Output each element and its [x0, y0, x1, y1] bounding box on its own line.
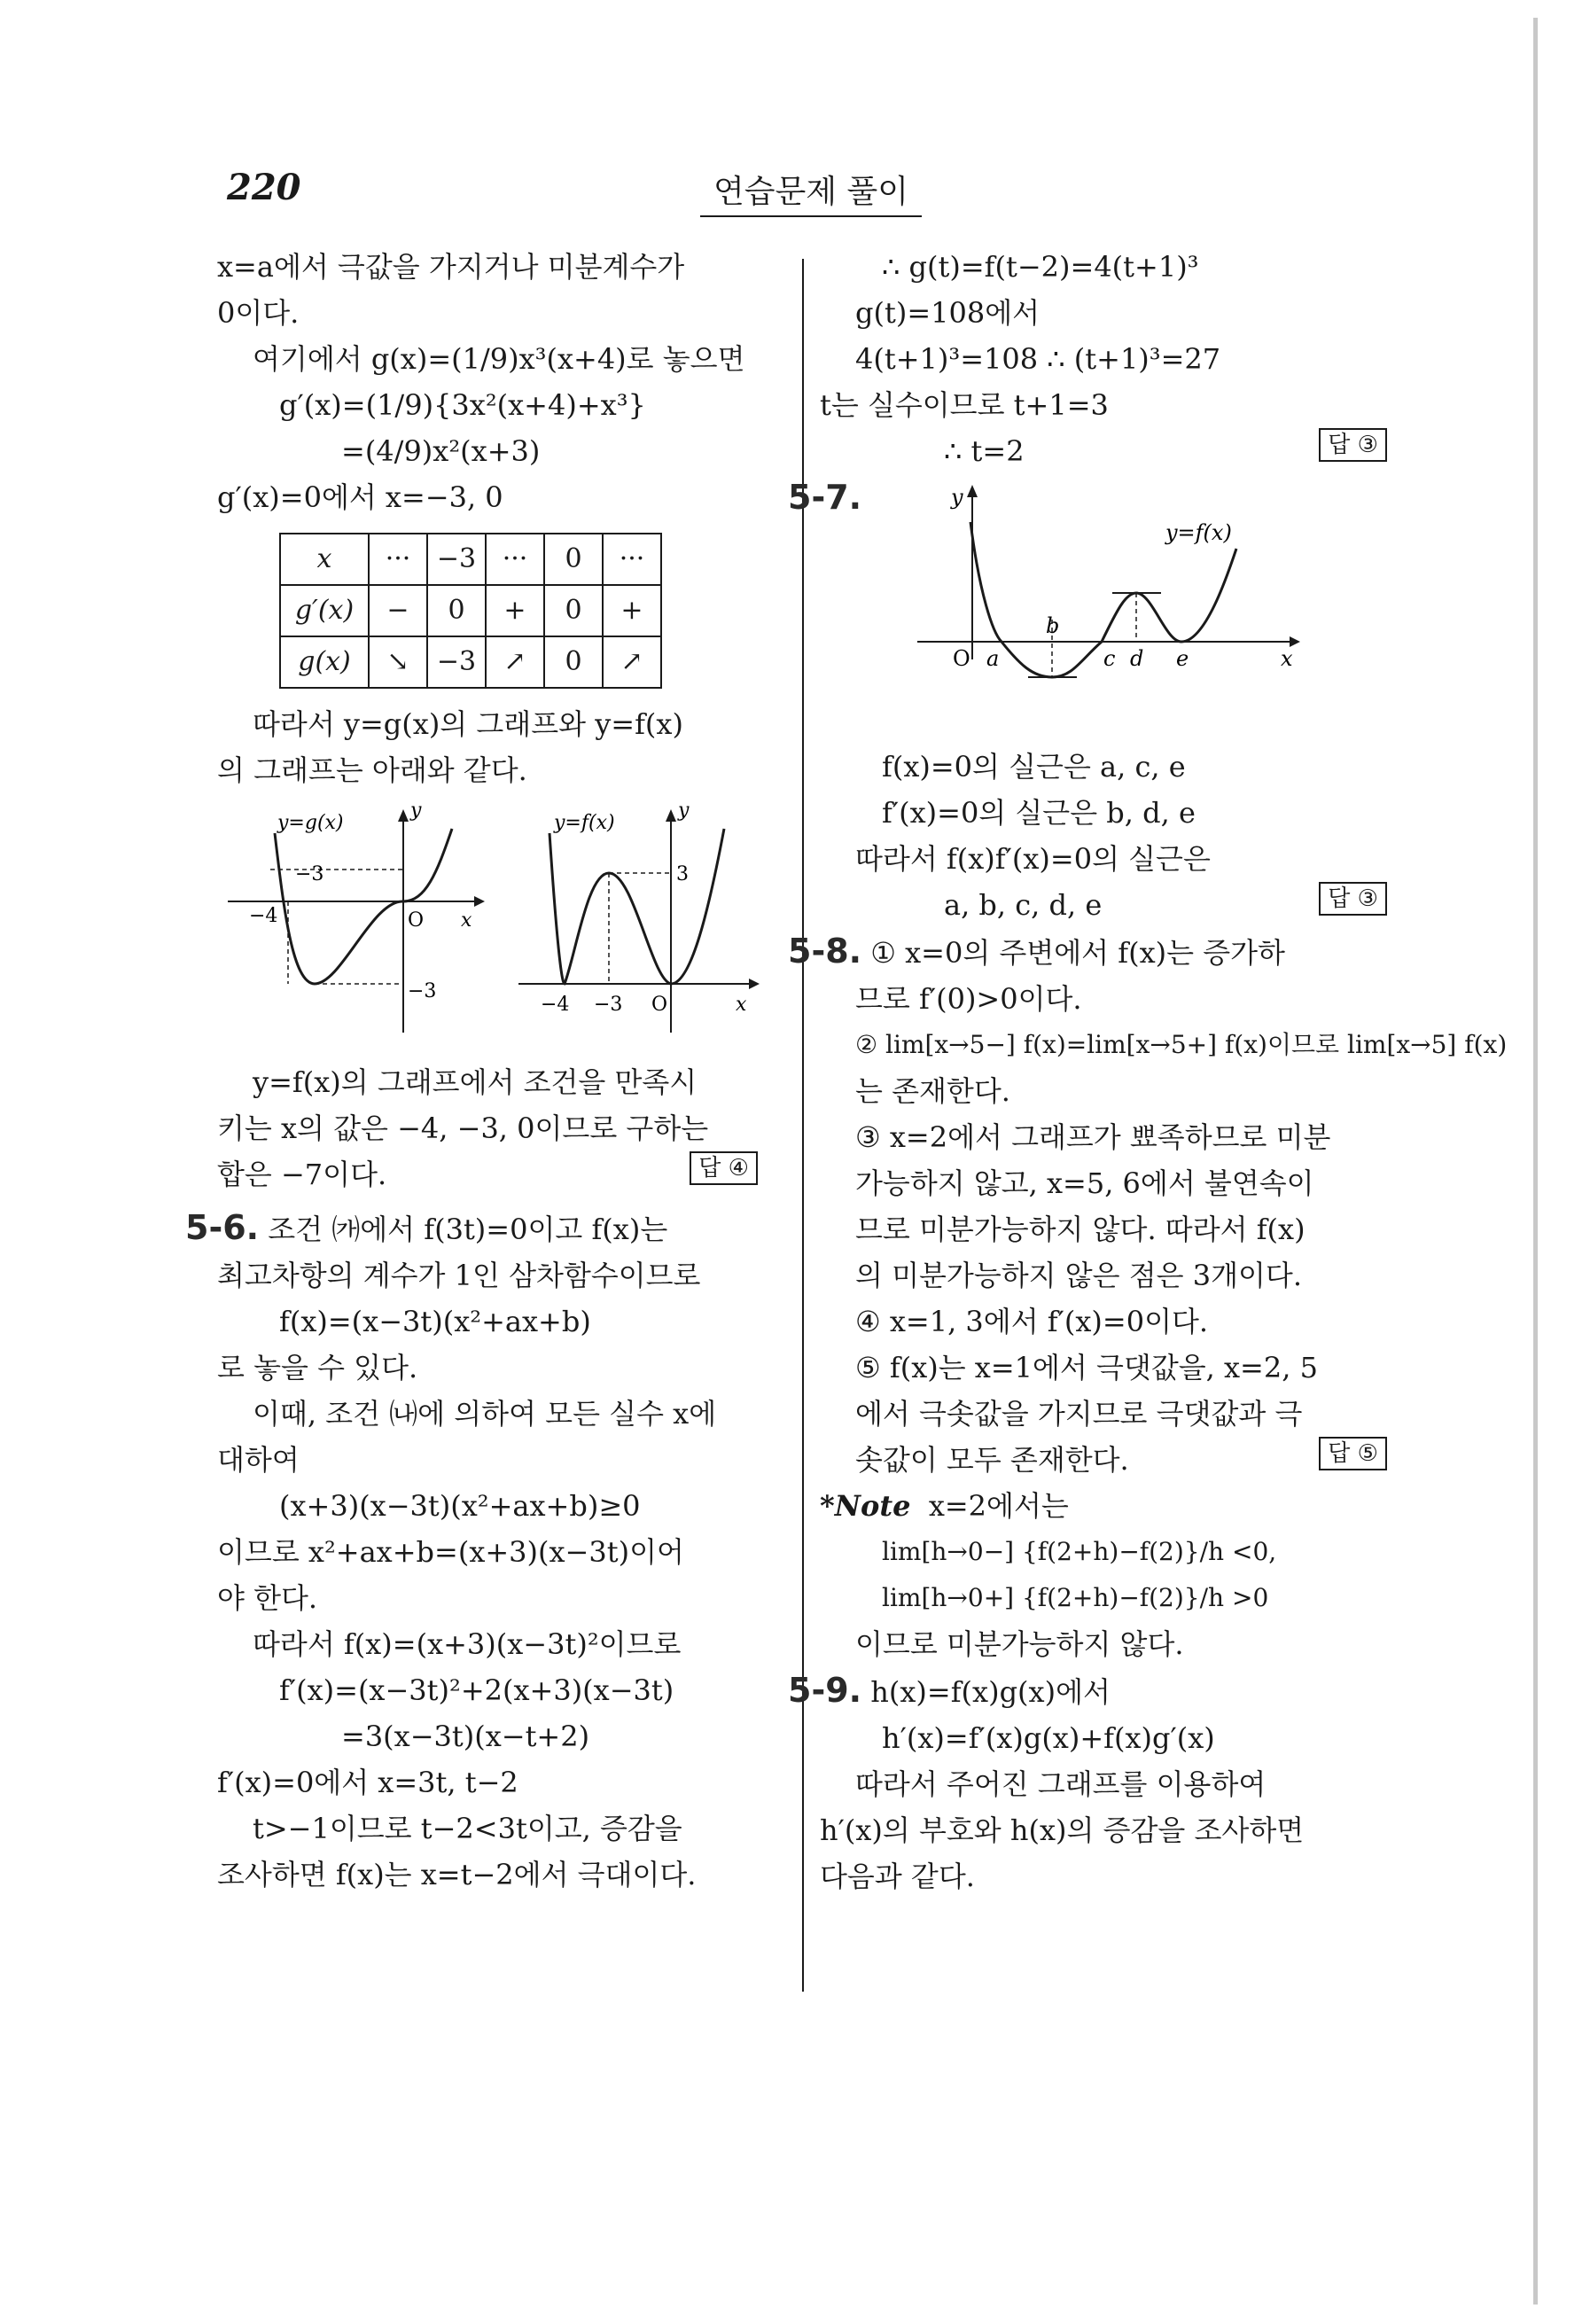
formula-line: lim[h→0−] {f(2+h)−f(2)}/h <0, — [882, 1537, 1277, 1566]
text-span: a, b, c, d, e — [944, 888, 1103, 922]
text-line: 야 한다. — [217, 1581, 318, 1615]
note-line — [820, 1483, 1396, 1529]
point-label-c: c — [1103, 646, 1116, 671]
text-line: x=a에서 극값을 가지거나 미분계수가 — [217, 250, 685, 284]
text-span: h(x)=f(x)g(x)에서 — [870, 1675, 1111, 1709]
table-cell: − — [369, 585, 427, 636]
table-cell: ··· — [486, 534, 544, 585]
text-line — [820, 428, 1396, 474]
problem-number: 5-6. — [185, 1208, 260, 1247]
text-line: 최고차항의 계수가 1인 삼차함수이므로 — [217, 1259, 701, 1292]
text-span: ∴ t=2 — [944, 434, 1025, 468]
column-divider — [802, 259, 804, 1992]
text-line: 의 그래프는 아래와 같다. — [217, 753, 527, 787]
text-line: h′(x)의 부호와 h(x)의 증감을 조사하면 — [820, 1813, 1305, 1847]
formula-line: (x+3)(x−3t)(x²+ax+b)≥0 — [279, 1489, 641, 1523]
tick-label: −3 — [408, 980, 437, 1002]
sign-table — [279, 533, 662, 689]
axis-label-x: x — [736, 994, 747, 1016]
text-line: 이므로 미분가능하지 않다. — [855, 1627, 1184, 1661]
table-row — [280, 636, 661, 688]
text-line — [217, 1151, 767, 1197]
text-line: 므로 미분가능하지 않다. 따라서 f(x) — [855, 1213, 1306, 1246]
text-span: 합은 −7이다. — [217, 1158, 387, 1191]
text-line: 이때, 조건 ㈏에 의하여 모든 실수 x에 — [253, 1397, 717, 1431]
text-span: x=2에서는 — [928, 1489, 1069, 1523]
text-line: ④ x=1, 3에서 f′(x)=0이다. — [855, 1305, 1209, 1338]
table-cell: + — [603, 585, 661, 636]
formula-line: 4(t+1)³=108 ∴ (t+1)³=27 — [855, 342, 1221, 376]
problem-5-6-header — [185, 1205, 767, 1252]
problem-number: 5-9. — [788, 1671, 862, 1710]
table-cell: −3 — [427, 534, 486, 585]
text-line: y=f(x)의 그래프에서 조건을 만족시 — [253, 1065, 698, 1099]
x-axis-arrow-icon — [474, 896, 485, 907]
table-cell: 0 — [544, 534, 603, 585]
text-line: 따라서 y=g(x)의 그래프와 y=f(x) — [253, 707, 683, 741]
y-axis-arrow-icon — [666, 809, 676, 822]
point-label-a: a — [986, 646, 1000, 671]
graph-5-7 — [820, 478, 1396, 744]
answer-tag: 답 ③ — [1319, 882, 1387, 916]
axis-label-x: x — [1281, 646, 1293, 671]
axis-label-y: y — [951, 485, 963, 510]
text-line: 따라서 주어진 그래프를 이용하여 — [855, 1767, 1267, 1801]
graphs-svg — [217, 793, 767, 1059]
problem-5-8-header — [788, 928, 1396, 976]
text-line: 따라서 f(x)=(x+3)(x−3t)²이므로 — [253, 1627, 682, 1661]
formula-line: g′(x)=(1/9){3x²(x+4)+x³} — [279, 388, 646, 422]
text-line: f(x)=0의 실근은 a, c, e — [882, 750, 1186, 784]
text-line: g(t)=108에서 — [855, 296, 1041, 330]
curve-label: y=g(x) — [277, 812, 344, 834]
graph-f — [518, 799, 760, 1033]
y-axis-arrow-icon — [967, 485, 978, 497]
table-cell: 0 — [544, 636, 603, 688]
tick-label: −4 — [541, 994, 570, 1016]
left-column — [185, 244, 767, 1898]
page-number: 220 — [227, 167, 301, 208]
axis-label-x: x — [461, 909, 472, 932]
problem-5-9-header — [788, 1667, 1396, 1715]
text-line: 가능하지 않고, x=5, 6에서 불연속이 — [855, 1166, 1314, 1200]
table-cell: g′(x) — [280, 585, 369, 636]
table-cell: 0 — [544, 585, 603, 636]
text-line: 이므로 x²+ax+b=(x+3)(x−3t)이어 — [217, 1535, 684, 1569]
tick-label: −3 — [594, 994, 623, 1016]
table-row — [280, 534, 661, 585]
text-line: 조사하면 f(x)는 x=t−2에서 극대이다. — [217, 1858, 697, 1891]
formula-line: f′(x)=(x−3t)²+2(x+3)(x−3t) — [279, 1673, 674, 1707]
formula-line: =(4/9)x²(x+3) — [341, 434, 541, 468]
text-line: 다음과 같다. — [820, 1860, 975, 1893]
problem-number: 5-7. — [788, 478, 862, 517]
text-span: ① x=0의 주변에서 f(x)는 증가하 — [870, 936, 1285, 970]
graph-5-7-svg — [820, 478, 1396, 744]
formula-line: =3(x−3t)(x−t+2) — [341, 1720, 590, 1753]
origin-label: O — [953, 646, 970, 671]
text-line — [820, 882, 1396, 928]
origin-label: O — [408, 909, 425, 932]
answer-tag: 답 ④ — [690, 1151, 758, 1185]
table-cell: + — [486, 585, 544, 636]
text-line: 로 놓을 수 있다. — [217, 1351, 418, 1384]
problem-number: 5-8. — [788, 932, 862, 971]
formula-line: ② lim[x→5−] f(x)=lim[x→5+] f(x)이므로 lim[x→5] f(x) — [855, 1030, 1508, 1059]
table-cell: −3 — [427, 636, 486, 688]
right-column — [788, 244, 1508, 1899]
graphs-g-f — [217, 793, 767, 1059]
table-cell: ↘ — [369, 636, 427, 688]
point-label-e: e — [1176, 646, 1189, 671]
text-line: 는 존재한다. — [855, 1074, 1010, 1108]
section-title: 연습문제 풀이 — [700, 167, 922, 217]
formula-line: lim[h→0+] {f(2+h)−f(2)}/h >0 — [882, 1583, 1269, 1612]
table-cell: ↗ — [486, 636, 544, 688]
table-row — [280, 585, 661, 636]
table-cell: x — [280, 534, 369, 585]
text-line: t>−1이므로 t−2<3t이고, 증감을 — [253, 1812, 682, 1845]
text-line: f′(x)=0의 실근은 b, d, e — [882, 796, 1196, 830]
text-line: ③ x=2에서 그래프가 뾰족하므로 미분 — [855, 1120, 1331, 1154]
text-line: 키는 x의 값은 −4, −3, 0이므로 구하는 — [217, 1111, 709, 1145]
graph-g — [228, 799, 485, 1033]
answer-tag: 답 ③ — [1319, 428, 1387, 462]
formula-line: ∴ g(t)=f(t−2)=4(t+1)³ — [882, 250, 1199, 284]
table-cell: ··· — [369, 534, 427, 585]
g-curve — [275, 829, 452, 984]
formula-line: h′(x)=f′(x)g(x)+f(x)g′(x) — [882, 1721, 1215, 1755]
text-line: 에서 극솟값을 가지므로 극댓값과 극 — [855, 1397, 1303, 1431]
answer-tag: 답 ⑤ — [1319, 1437, 1387, 1470]
text-line: 므로 f′(0)>0이다. — [855, 982, 1082, 1016]
axis-label-y: y — [678, 799, 690, 822]
curve-label: y=f(x) — [554, 812, 615, 834]
tick-label: −4 — [249, 905, 278, 927]
table-cell: g(x) — [280, 636, 369, 688]
origin-label: O — [651, 994, 668, 1016]
text-line: 의 미분가능하지 않은 점은 3개이다. — [855, 1259, 1302, 1292]
text-line: 따라서 f(x)f′(x)=0의 실근은 — [855, 842, 1211, 876]
text-span: 솟값이 모두 존재한다. — [855, 1443, 1129, 1477]
text-line: ⑤ f(x)는 x=1에서 극댓값을, x=2, 5 — [855, 1351, 1318, 1384]
table-cell: 0 — [427, 585, 486, 636]
point-label-b: b — [1046, 613, 1060, 638]
axis-label-y: y — [410, 799, 422, 822]
tick-label: −3 — [295, 863, 324, 885]
formula-line: g′(x)=0에서 x=−3, 0 — [217, 480, 503, 514]
x-axis-arrow-icon — [749, 979, 760, 989]
tick-label: 3 — [676, 863, 689, 885]
text-span: 조건 ㈎에서 f(3t)=0이고 f(x)는 — [268, 1213, 668, 1246]
y-axis-arrow-icon — [398, 809, 409, 822]
table-cell: ↗ — [603, 636, 661, 688]
note-label: *Note — [820, 1489, 911, 1523]
text-line: 대하여 — [217, 1443, 300, 1477]
table-cell: ··· — [603, 534, 661, 585]
page-edge-shadow — [1533, 18, 1538, 2305]
curve-label: y=f(x) — [1165, 520, 1232, 545]
formula-line: f(x)=(x−3t)(x²+ax+b) — [279, 1305, 591, 1338]
text-line — [820, 1437, 1396, 1483]
text-line: 0이다. — [217, 296, 300, 330]
text-line: t는 실수이므로 t+1=3 — [820, 388, 1109, 422]
point-label-d: d — [1130, 646, 1144, 671]
formula-line: f′(x)=0에서 x=3t, t−2 — [217, 1766, 518, 1799]
text-line: 여기에서 g(x)=(1/9)x³(x+4)로 놓으면 — [253, 342, 745, 376]
page-header — [222, 167, 1383, 220]
f-curve — [549, 829, 724, 984]
